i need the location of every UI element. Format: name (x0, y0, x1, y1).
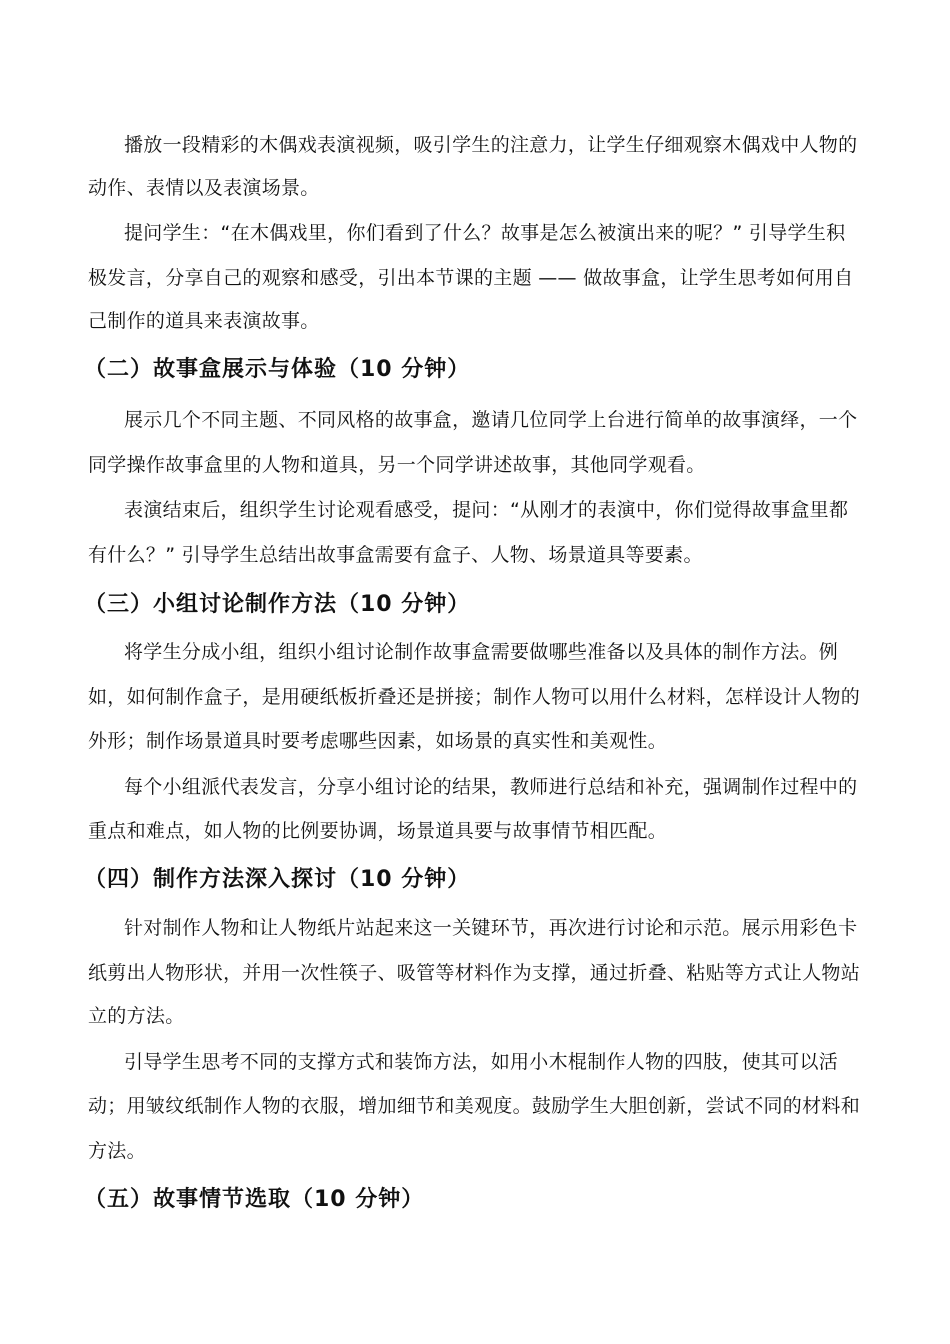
paragraph-line: 同学操作故事盒里的人物和道具，另一个同学讲述故事，其他同学观看。 (88, 454, 706, 476)
section-heading: （三）小组讨论制作方法（10 分钟） (84, 592, 471, 617)
section-heading: （二）故事盒展示与体验（10 分钟） (84, 357, 471, 382)
paragraph-line: 展示几个不同主题、不同风格的故事盒，邀请几位同学上台进行简单的故事演绎，一个 (124, 409, 858, 431)
paragraph-line: 表演结束后，组织学生讨论观看感受，提问：“从刚才的表演中，你们觉得故事盒里都 (124, 499, 849, 521)
paragraph-line: 每个小组派代表发言，分享小组讨论的结果，教师进行总结和补充，强调制作过程中的 (124, 776, 858, 798)
paragraph-line: 如，如何制作盒子，是用硬纸板折叠还是拼接；制作人物可以用什么材料，怎样设计人物的 (88, 686, 861, 708)
paragraph-line: 引导学生思考不同的支撑方式和装饰方法，如用小木棍制作人物的四肢，使其可以活 (124, 1051, 839, 1073)
paragraph-line: 立的方法。 (88, 1005, 185, 1027)
paragraph-line: 极发言，分享自己的观察和感受，引出本节课的主题 —— 做故事盒，让学生思考如何用自 (88, 267, 854, 289)
paragraph-line: 播放一段精彩的木偶戏表演视频，吸引学生的注意力，让学生仔细观察木偶戏中人物的 (124, 134, 858, 156)
paragraph-line: 动；用皱纹纸制作人物的衣服，增加细节和美观度。鼓励学生大胆创新，尝试不同的材料和 (88, 1095, 861, 1117)
paragraph-line: 己制作的道具来表演故事。 (88, 310, 320, 332)
paragraph-line: 重点和难点，如人物的比例要协调，场景道具要与故事情节相匹配。 (88, 820, 668, 842)
paragraph-line: 将学生分成小组，组织小组讨论制作故事盒需要做哪些准备以及具体的制作方法。例 (124, 641, 839, 663)
paragraph-line: 外形；制作场景道具时要考虑哪些因素，如场景的真实性和美观性。 (88, 730, 668, 752)
paragraph-line: 动作、表情以及表演场景。 (88, 177, 320, 199)
paragraph-line: 提问学生：“在木偶戏里，你们看到了什么？故事是怎么被演出来的呢？” 引导学生积 (124, 222, 846, 244)
paragraph-line: 纸剪出人物形状，并用一次性筷子、吸管等材料作为支撑，通过折叠、粘贴等方式让人物站 (88, 962, 861, 984)
paragraph-line: 有什么？” 引导学生总结出故事盒需要有盒子、人物、场景道具等要素。 (88, 544, 703, 566)
section-heading: （五）故事情节选取（10 分钟） (84, 1187, 425, 1212)
section-heading: （四）制作方法深入探讨（10 分钟） (84, 867, 471, 892)
paragraph-line: 针对制作人物和让人物纸片站起来这一关键环节，再次进行讨论和示范。展示用彩色卡 (124, 917, 858, 939)
paragraph-line: 方法。 (88, 1140, 146, 1162)
